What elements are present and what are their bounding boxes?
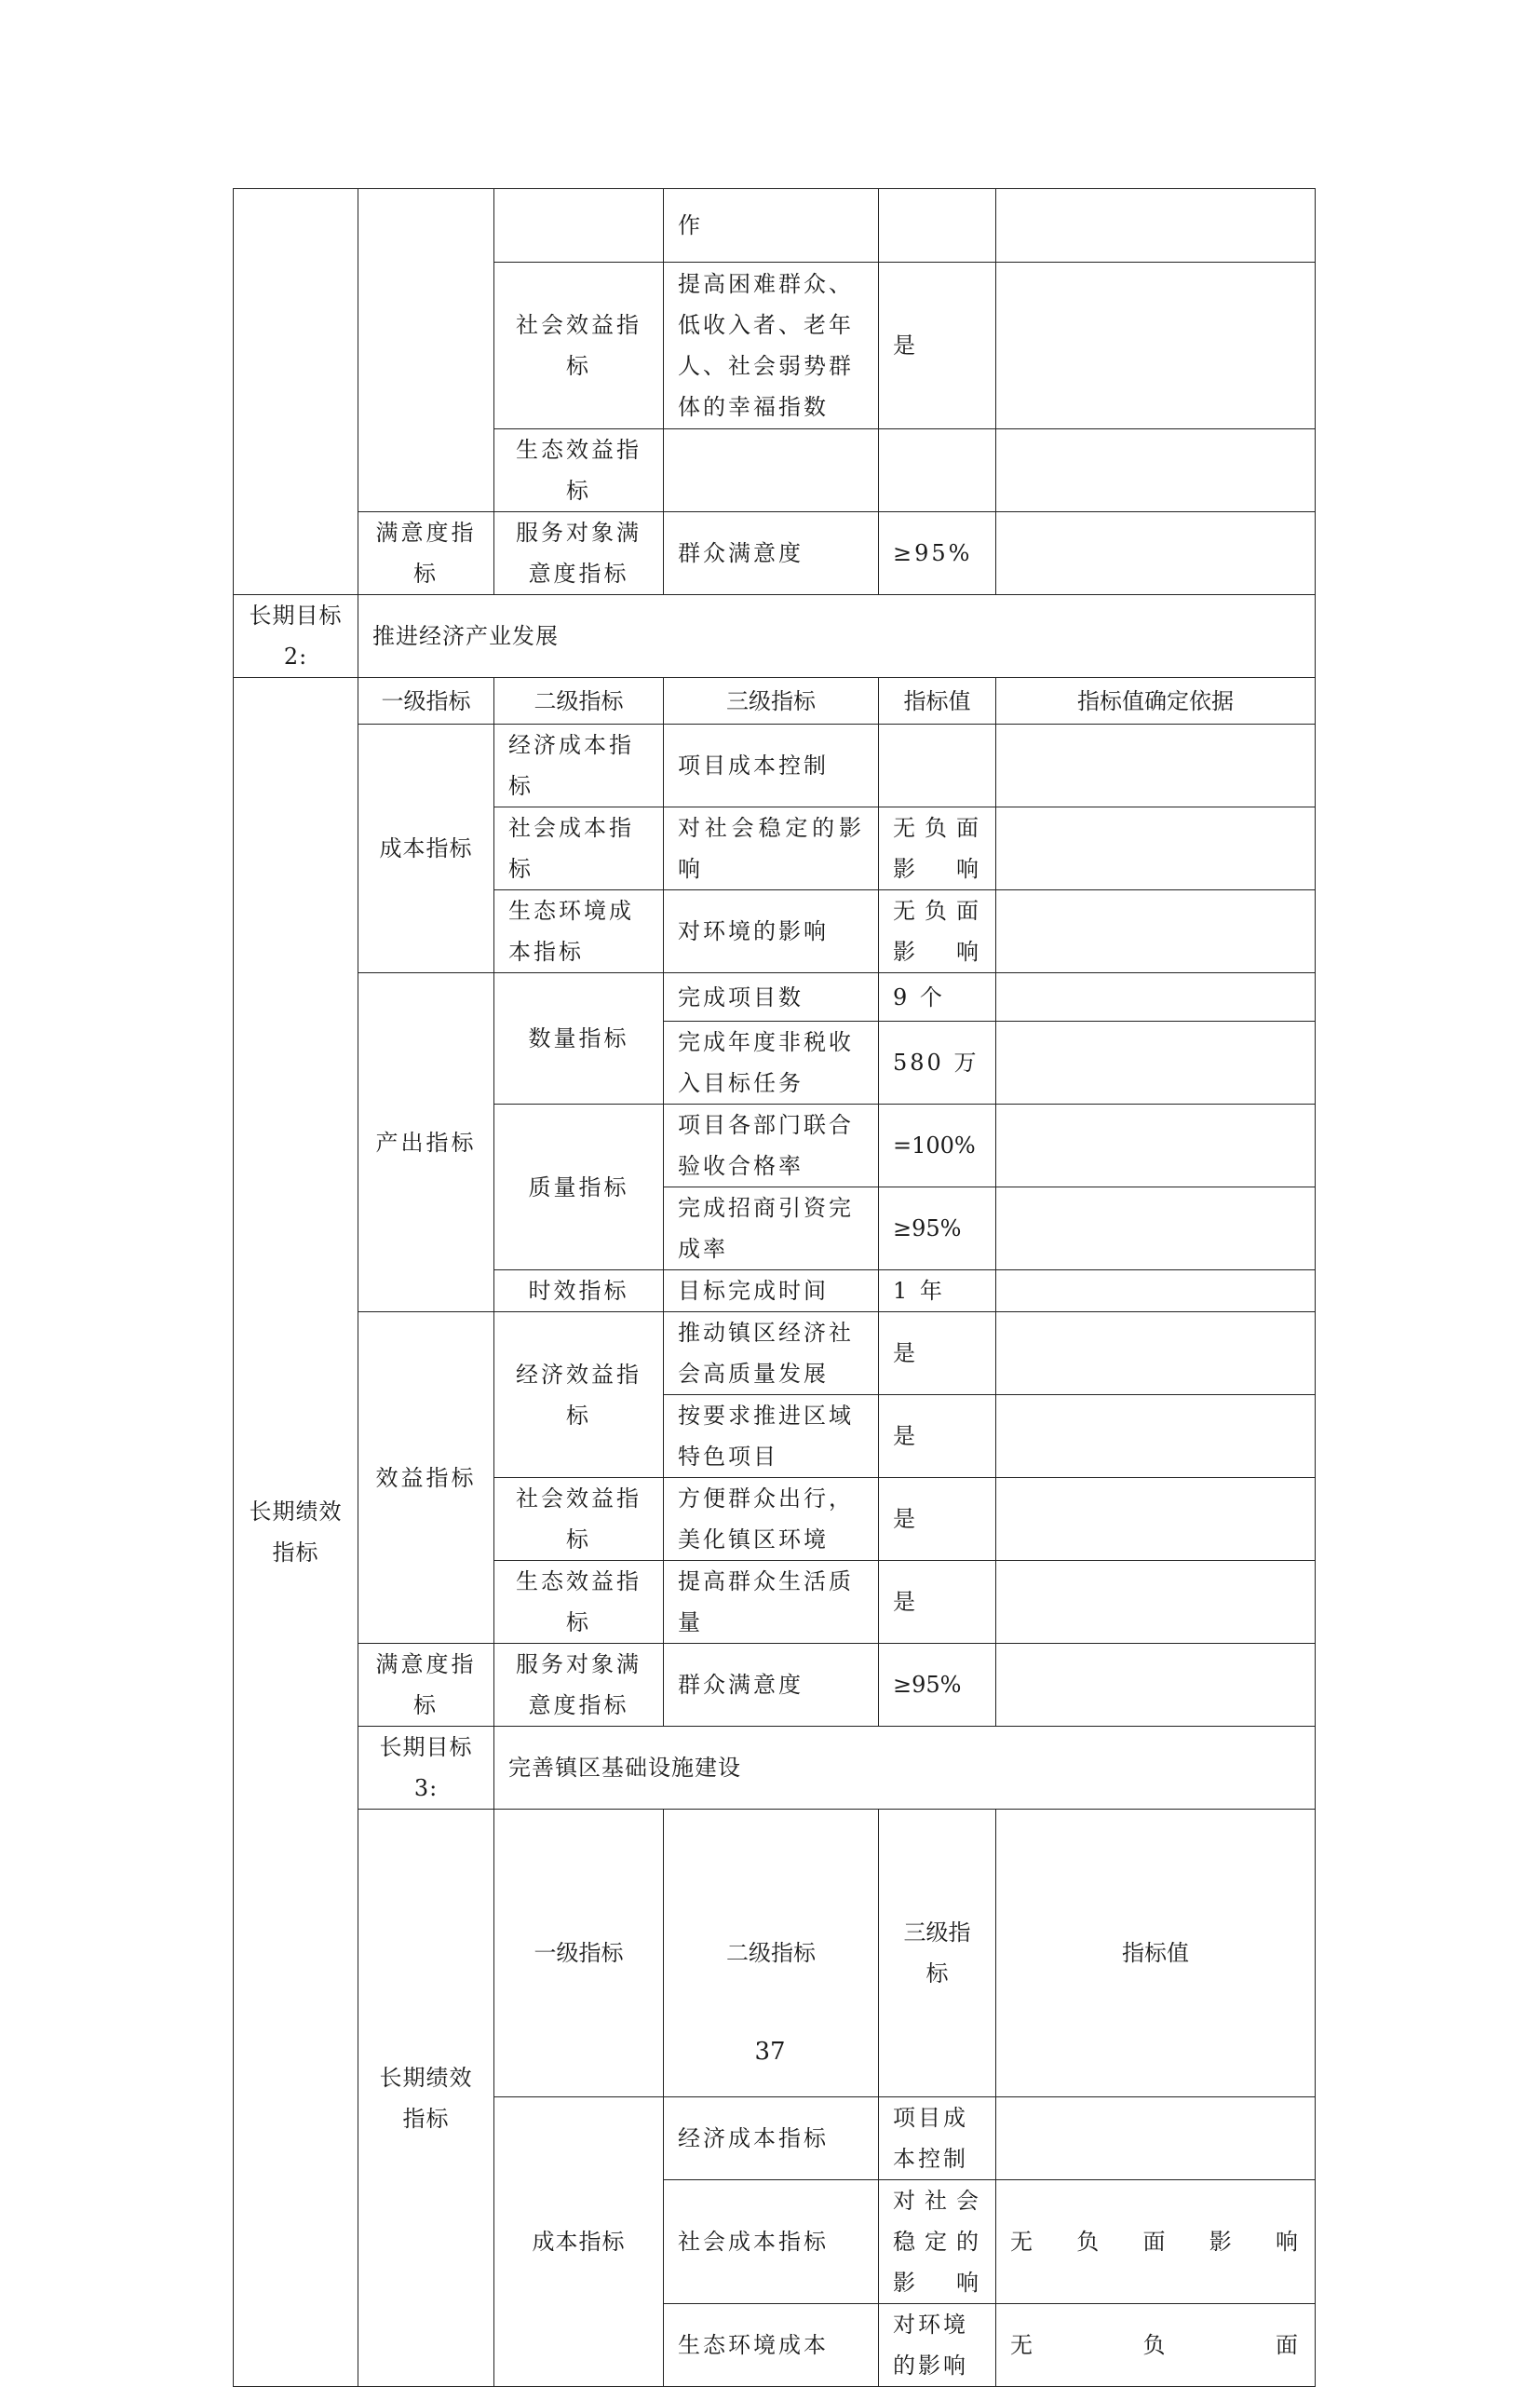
value-cell: 1 年 bbox=[879, 1270, 996, 1312]
table-row bbox=[234, 973, 1316, 1022]
basis-cell bbox=[996, 1395, 1316, 1478]
goal-text: 推进经济产业发展 bbox=[358, 595, 1316, 678]
basis-cell bbox=[996, 725, 1316, 807]
level2-cell: 数量指标 bbox=[494, 973, 664, 1105]
level2-cell: 服务对象满意度指标 bbox=[494, 512, 664, 595]
basis-cell bbox=[996, 429, 1316, 512]
level2-cell: 服务对象满意度指标 bbox=[494, 1644, 664, 1727]
header-value: 指标值 bbox=[879, 678, 996, 725]
level2-cell: 经济效益指标 bbox=[494, 1312, 664, 1478]
section-label-cell: 长期绩效指标 bbox=[358, 1810, 494, 2387]
header-level1: 一级指标 bbox=[494, 1810, 664, 2097]
header-level1: 一级指标 bbox=[358, 678, 494, 725]
value-cell: =100% bbox=[879, 1105, 996, 1187]
level3-cell: 作 bbox=[664, 189, 879, 263]
value-cell: 是 bbox=[879, 1395, 996, 1478]
level2-cell: 生态环境成本指标 bbox=[494, 890, 664, 973]
level3-cell: 方便群众出行，美化镇区环境 bbox=[664, 1478, 879, 1561]
table-row bbox=[234, 1644, 1316, 1727]
level1-cell bbox=[358, 189, 494, 512]
level3-cell: 对环境的影响 bbox=[664, 890, 879, 973]
level2-cell: 生态效益指标 bbox=[494, 429, 664, 512]
value-cell: 无负面影响 bbox=[879, 807, 996, 890]
level2-cell: 时效指标 bbox=[494, 1270, 664, 1312]
goal-text: 完善镇区基础设施建设 bbox=[494, 1727, 1316, 1810]
level3-cell: 项目成本控制 bbox=[879, 2097, 996, 2180]
table-row bbox=[234, 189, 1316, 263]
header-level3: 三级指标 bbox=[664, 678, 879, 725]
basis-cell bbox=[996, 1270, 1316, 1312]
basis-cell bbox=[996, 189, 1316, 263]
level3-cell: 按要求推进区域特色项目 bbox=[664, 1395, 879, 1478]
value-cell: 是 bbox=[879, 1478, 996, 1561]
level1-cell: 效益指标 bbox=[358, 1312, 494, 1644]
level3-cell: 目标完成时间 bbox=[664, 1270, 879, 1312]
value-cell: 无负面影响 bbox=[879, 890, 996, 973]
header-row bbox=[234, 678, 1316, 725]
level2-cell: 社会成本指标 bbox=[664, 2180, 879, 2304]
header-level3: 三级指标 bbox=[879, 1810, 996, 2097]
value-cell: 9 个 bbox=[879, 973, 996, 1022]
header-level2: 二级指标 bbox=[494, 678, 664, 725]
header-value: 指标值 bbox=[996, 1810, 1316, 2097]
basis-cell bbox=[996, 1105, 1316, 1187]
level3-cell bbox=[664, 429, 879, 512]
goal-label: 长期目标 2: bbox=[234, 595, 358, 678]
level1-cell: 成本指标 bbox=[358, 725, 494, 973]
value-cell: 是 bbox=[879, 263, 996, 429]
level2-cell: 经济成本指标 bbox=[664, 2097, 879, 2180]
value-cell: 无负面 bbox=[996, 2304, 1316, 2387]
level3-cell: 项目各部门联合验收合格率 bbox=[664, 1105, 879, 1187]
value-cell: 是 bbox=[879, 1312, 996, 1395]
basis-cell bbox=[996, 973, 1316, 1022]
level2-cell: 社会效益指标 bbox=[494, 263, 664, 429]
value-cell: ≥95% bbox=[879, 1187, 996, 1270]
value-cell bbox=[879, 189, 996, 263]
basis-cell bbox=[996, 1478, 1316, 1561]
basis-cell bbox=[996, 512, 1316, 595]
level2-cell: 经济成本指标 bbox=[494, 725, 664, 807]
level2-cell: 社会效益指标 bbox=[494, 1478, 664, 1561]
level3-cell: 完成年度非税收入目标任务 bbox=[664, 1022, 879, 1105]
value-cell: ≥95% bbox=[879, 1644, 996, 1727]
level3-cell: 群众满意度 bbox=[664, 1644, 879, 1727]
header-basis: 指标值确定依据 bbox=[996, 678, 1316, 725]
value-cell: 是 bbox=[879, 1561, 996, 1644]
level3-cell: 对环境的影响 bbox=[879, 2304, 996, 2387]
level2-cell: 生态效益指标 bbox=[494, 1561, 664, 1644]
value-cell: 无负面影响 bbox=[996, 2180, 1316, 2304]
level3-cell: 提高困难群众、低收入者、老年人、社会弱势群体的幸福指数 bbox=[664, 263, 879, 429]
goal-row bbox=[234, 595, 1316, 678]
goal-label: 长期目标 3: bbox=[358, 1727, 494, 1810]
level3-cell: 完成招商引资完成率 bbox=[664, 1187, 879, 1270]
value-cell bbox=[879, 429, 996, 512]
level3-cell: 提高群众生活质量 bbox=[664, 1561, 879, 1644]
table-row bbox=[234, 1312, 1316, 1395]
value-cell: ≥95% bbox=[879, 512, 996, 595]
level2-cell: 社会成本指标 bbox=[494, 807, 664, 890]
basis-cell bbox=[996, 1187, 1316, 1270]
level1-cell: 满意度指标 bbox=[358, 1644, 494, 1727]
level1-cell: 产出指标 bbox=[358, 973, 494, 1312]
level3-cell: 项目成本控制 bbox=[664, 725, 879, 807]
header-level2: 二级指标 bbox=[664, 1810, 879, 2097]
level3-cell: 完成项目数 bbox=[664, 973, 879, 1022]
table-row bbox=[234, 725, 1316, 807]
basis-cell bbox=[996, 263, 1316, 429]
level2-cell: 生态环境成本 bbox=[664, 2304, 879, 2387]
goal-row bbox=[234, 1727, 1316, 1810]
value-cell bbox=[879, 725, 996, 807]
basis-cell bbox=[996, 890, 1316, 973]
basis-cell bbox=[996, 1312, 1316, 1395]
level3-cell: 群众满意度 bbox=[664, 512, 879, 595]
section-label-cell: 长期绩效指标 bbox=[234, 678, 358, 2387]
level1-cell: 满意度指标 bbox=[358, 512, 494, 595]
basis-cell bbox=[996, 807, 1316, 890]
page-number: 37 bbox=[754, 2038, 786, 2066]
level3-cell: 推动镇区经济社会高质量发展 bbox=[664, 1312, 879, 1395]
level2-cell bbox=[494, 189, 664, 263]
basis-cell bbox=[996, 1561, 1316, 1644]
table-row bbox=[234, 512, 1316, 595]
level3-cell: 对社会稳定的影响 bbox=[664, 807, 879, 890]
basis-cell bbox=[996, 1022, 1316, 1105]
value-cell: 580 万 bbox=[879, 1022, 996, 1105]
level3-cell: 对社会稳定的影响 bbox=[879, 2180, 996, 2304]
level2-cell: 质量指标 bbox=[494, 1105, 664, 1270]
section-label-cell bbox=[234, 189, 358, 595]
basis-cell bbox=[996, 1644, 1316, 1727]
level1-cell: 成本指标 bbox=[494, 2097, 664, 2387]
value-cell bbox=[996, 2097, 1316, 2180]
